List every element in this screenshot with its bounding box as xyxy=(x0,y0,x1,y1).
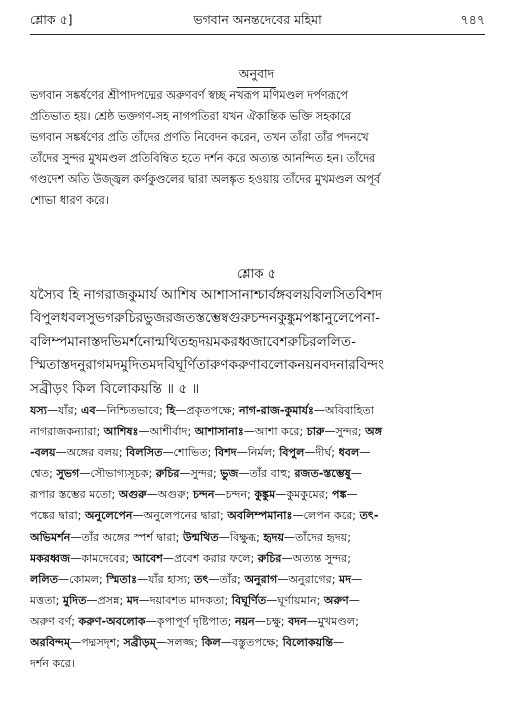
sanskrit-term: যস্য xyxy=(30,404,47,417)
sanskrit-term: তৎ xyxy=(194,572,209,586)
synonym-line xyxy=(30,400,485,421)
term-meaning: —দীর্ঘ; xyxy=(304,446,339,460)
sanskrit-term: হৃদয় xyxy=(263,530,285,544)
sanskrit-term: বিঘূর্ণিত xyxy=(231,593,267,607)
term-meaning: —অগুরু; xyxy=(146,488,194,502)
synonym-line xyxy=(30,505,485,526)
sanskrit-term: সুভগ xyxy=(56,467,80,481)
translation-line: প্রতিভাত হয়। শ্রেষ্ঠ ভক্তগণ-সহ নাগপতিরা যখন ঐকান্তিক ভক্তি সহকারে xyxy=(30,110,352,123)
sanskrit-term: অগুরু xyxy=(118,488,147,502)
term-meaning: —সুন্দর; xyxy=(179,467,221,481)
term-meaning: —প্রকৃতপক্ষে; xyxy=(175,404,239,417)
sanskrit-term: মদ xyxy=(339,572,352,586)
verse-line: বলিম্পমানাস্তদভিমর্শনোন্মথিতহৃদয়মকরধ্বজাবেশরুচিরললিত- xyxy=(30,333,357,350)
translation-line: ভগবান সঙ্কর্ষণের প্রতি তাঁদের প্রণতি নিবেদন করেন, তখন তাঁরা তাঁর পদনখে xyxy=(30,131,369,144)
verse-line: সব্রীড়ং কিল বিলোকয়ন্তি ॥ ৫ ॥ xyxy=(30,380,200,397)
term-meaning: —লেপন করে; xyxy=(292,509,360,523)
sanskrit-term: অনুরাগ xyxy=(244,572,278,586)
verse-line: স্মিতাস্তদনুরাগমদমুদিতমদবিঘূর্ণিতারুণকরুণাবলোকনয়নবদনারবিন্দং xyxy=(30,357,385,374)
term-meaning: —সৌভাগ্যসূচক; xyxy=(79,467,156,481)
sanskrit-term: চারু xyxy=(306,425,325,439)
sanskrit-term: হি xyxy=(166,404,176,417)
verse-line: বিপুলধবলসুভগরুচিরভুজরজতস্তম্ভেষ্বগুরুচন্দনকুঙ্কুমপঙ্কানুলেপেনা- xyxy=(30,310,380,327)
term-meaning: —অঙ্গের বলয়; xyxy=(55,446,126,460)
sanskrit-term: ললিত xyxy=(30,572,59,586)
synonym-line xyxy=(30,632,485,653)
term-meaning: — xyxy=(359,446,371,460)
term-meaning: —তাঁর; xyxy=(208,572,245,586)
synonym-line xyxy=(30,590,485,611)
term-meaning: রূপার স্তম্ভের মতো; xyxy=(30,488,119,502)
synonym-line xyxy=(30,653,485,674)
sanskrit-term: করুণ-অবলোক xyxy=(78,614,146,628)
sanskrit-term: চন্দন xyxy=(193,488,215,502)
sanskrit-term: তৎ- xyxy=(359,509,379,523)
translation-line: তাঁদের সুন্দর মুখমণ্ডল প্রতিবিম্বিত হতে দর্শন করে অত্যন্ত আনন্দিত হন। তাঁদের xyxy=(30,152,376,165)
sanskrit-term: আশিষঃ xyxy=(103,425,139,439)
sanskrit-term: আবেশ xyxy=(132,551,163,565)
translation-line: গণ্ডদেশ অতি উজ্জ্বল কর্ণকুণ্ডলের দ্বারা অলঙ্কৃত হওয়ায় তাঁদের মুখমণ্ডল অপূর্ব xyxy=(30,173,381,186)
sanskrit-term: কিল xyxy=(201,636,221,650)
term-meaning: —অনুলেপনের দ্বারা; xyxy=(132,509,228,523)
sanskrit-term: অবলিম্পমানাঃ xyxy=(227,509,293,523)
sanskrit-term: -বলয় xyxy=(30,446,56,460)
term-meaning: —যাঁর হাস্য; xyxy=(136,572,195,586)
term-meaning: —তাঁদের হৃদয়; xyxy=(284,530,351,544)
term-meaning: —দয়াবশত মাদকতা; xyxy=(138,593,232,607)
sanskrit-term: ভুজ xyxy=(220,467,239,481)
term-meaning: —অত্যন্ত সুন্দর; xyxy=(281,551,352,565)
term-meaning: —মুখমণ্ডল; xyxy=(306,614,359,628)
page-number: ৭৪৭ xyxy=(460,12,485,27)
term-meaning: — xyxy=(348,593,360,607)
sanskrit-term: কুঙ্কুম xyxy=(254,488,276,502)
sanskrit-term: অরুণ xyxy=(323,593,349,607)
sanskrit-term: সব্রীড়ম্ xyxy=(123,636,156,650)
term-meaning: —নির্মল; xyxy=(236,446,280,460)
term-meaning: — xyxy=(350,467,362,481)
term-meaning: নাগরাজকন্যারা; xyxy=(30,425,104,439)
term-meaning: —কৃপাপূর্ণ দৃষ্টিপাত; xyxy=(145,614,235,628)
term-meaning: —তাঁর বাহু; xyxy=(238,467,295,481)
sanskrit-term: অরবিন্দম্ xyxy=(30,636,71,650)
sanskrit-term: নয়ন xyxy=(234,614,255,628)
synonym-line xyxy=(30,421,485,442)
translation-paragraph xyxy=(30,85,485,211)
term-meaning: — xyxy=(346,488,358,502)
sanskrit-term: অঙ্গ xyxy=(365,425,383,439)
verse-text xyxy=(30,284,485,401)
verse-line: যস্যৈব হি নাগরাজকুমার্য আশিষ আশাসানাশ্চার্বঙ্গবলয়বিলসিতবিশদ xyxy=(30,287,383,303)
term-meaning: — xyxy=(332,636,345,650)
term-meaning: —প্রবেশ করার ফলে; xyxy=(162,551,258,565)
header-title: ভগবান অনন্তদেবের মহিমা xyxy=(193,12,322,27)
page-header xyxy=(30,12,485,32)
sanskrit-term: স্মিতাঃ xyxy=(106,572,137,586)
term-meaning: অরুণ বর্ণ; xyxy=(30,614,79,628)
synonym-line xyxy=(30,463,485,484)
sanskrit-term: ধবল xyxy=(338,446,360,460)
sanskrit-term: বিলসিত xyxy=(125,446,163,460)
term-meaning: —চন্দন; xyxy=(214,488,255,502)
term-meaning: শ্বেত; xyxy=(30,467,57,481)
sanskrit-term: মুদিত xyxy=(62,593,87,607)
term-meaning: দর্শন করে। xyxy=(30,657,75,671)
term-meaning: —আশা করে; xyxy=(243,425,307,439)
sanskrit-term: অনুলেপেন xyxy=(84,509,133,523)
translation-heading-text: অনুবাদ xyxy=(237,66,276,88)
term-meaning: —তাঁর অঙ্গের স্পর্শ দ্বারা; xyxy=(70,530,183,544)
term-meaning: —আশীর্বাদ; xyxy=(138,425,195,439)
translation-line: ভগবান সঙ্কর্ষণের শ্রীপাদপদ্মের অরুণবর্ণ স্বচ্ছ নখরূপ মণিমণ্ডল দর্পণরূপে xyxy=(30,89,349,102)
term-meaning: —কোমল; xyxy=(58,572,107,586)
term-meaning: —পদ্মসদৃশ; xyxy=(70,636,124,650)
term-meaning: —বিক্ষুব্ধ; xyxy=(218,530,264,544)
synonym-line xyxy=(30,611,485,632)
sanskrit-term: এব xyxy=(81,404,96,417)
verse-heading: শ্লোক ৫ xyxy=(236,267,277,282)
term-meaning: —সুন্দর; xyxy=(324,425,366,439)
sanskrit-term: রজত-স্তম্ভেষু xyxy=(294,467,351,481)
term-meaning: —প্রসন্ন; xyxy=(86,593,127,607)
sanskrit-term: রুচির xyxy=(257,551,282,565)
header-chapter-ref: শ্লোক ৫] xyxy=(30,12,73,27)
sanskrit-term: পঙ্ক xyxy=(332,488,347,502)
sanskrit-term: বিপুল xyxy=(279,446,305,460)
sanskrit-term: নাগ-রাজ-কুমার্যঃ xyxy=(238,404,314,417)
sanskrit-term: রুচির xyxy=(155,467,180,481)
term-meaning: —শোভিত; xyxy=(162,446,215,460)
term-meaning: — xyxy=(351,572,363,586)
term-meaning: —সলজ্জ; xyxy=(155,636,202,650)
sanskrit-term: বিলোকয়ন্তি xyxy=(282,636,333,650)
term-meaning: —চক্ষু; xyxy=(254,614,289,628)
term-meaning: —অনুরাগের; xyxy=(277,572,340,586)
term-meaning: মত্ততা; xyxy=(30,593,63,607)
synonym-line xyxy=(30,569,485,590)
sanskrit-term: আশাসানাঃ xyxy=(194,425,244,439)
term-meaning: —কামদেবের; xyxy=(70,551,133,565)
sanskrit-term: বদন xyxy=(288,614,307,628)
header-divider xyxy=(30,34,485,35)
sanskrit-term: উন্মথিত xyxy=(182,530,219,544)
synonym-line xyxy=(30,527,485,548)
term-meaning: —অবিবাহিতা xyxy=(313,404,374,417)
term-meaning: —বস্তুতপক্ষে; xyxy=(220,636,283,650)
term-meaning: —নিশ্চিতভাবে; xyxy=(95,404,167,417)
translation-line: শোভা ধারণ করে। xyxy=(30,194,109,207)
term-meaning: পঙ্কের দ্বারা; xyxy=(30,509,85,523)
sanskrit-term: মদ xyxy=(126,593,139,607)
word-for-word-synonyms xyxy=(30,400,485,674)
sanskrit-term: বিশদ xyxy=(214,446,237,460)
sanskrit-term: অভিমর্শন xyxy=(30,530,71,544)
term-meaning: —যাঁর; xyxy=(46,404,82,417)
synonym-line xyxy=(30,484,485,505)
synonym-line xyxy=(30,442,485,463)
synonym-line xyxy=(30,548,485,569)
term-meaning: —ঘূর্ণায়মান; xyxy=(266,593,324,607)
sanskrit-term: মকরধ্বজ xyxy=(30,551,71,565)
term-meaning: —কুমকুমের; xyxy=(275,488,333,502)
